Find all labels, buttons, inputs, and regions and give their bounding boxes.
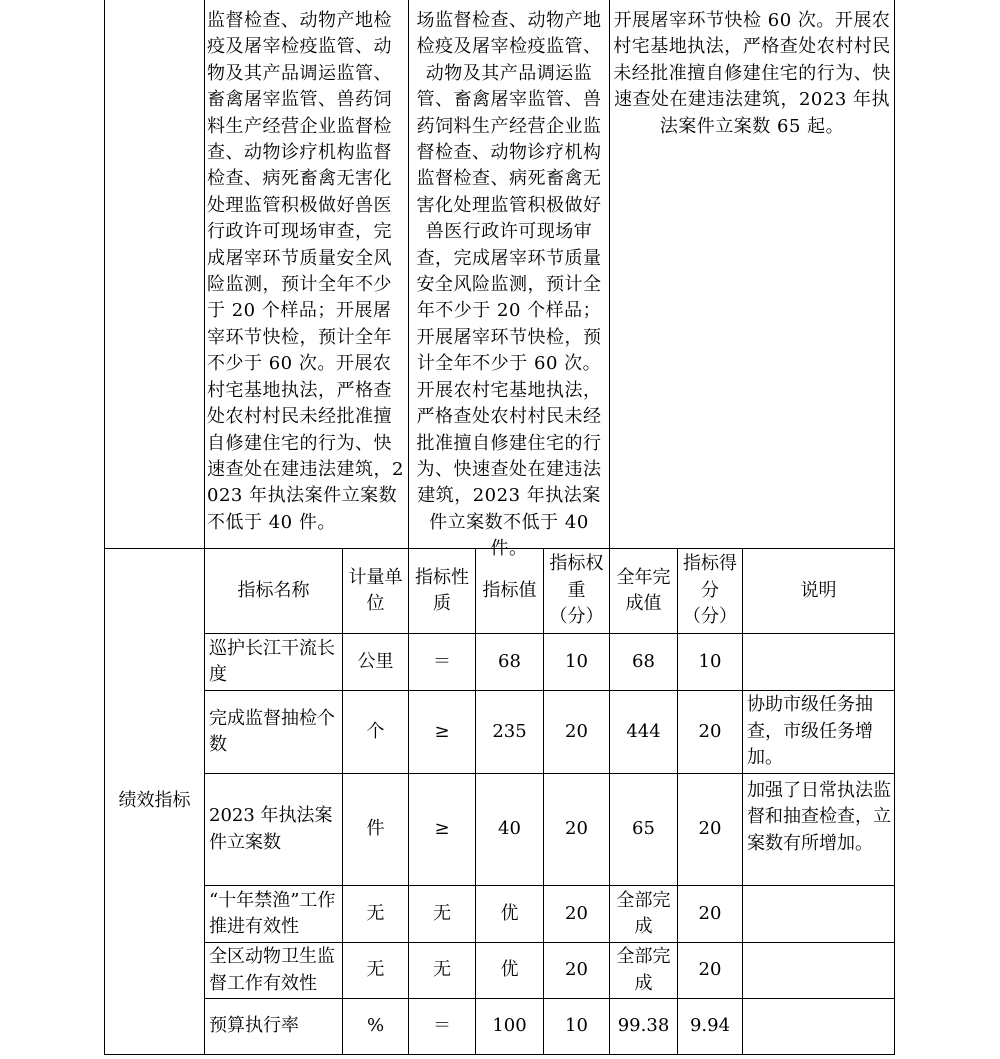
table-cell-value: 优 (500, 902, 519, 924)
table-cell-actual: 444 (626, 720, 661, 742)
top-col1-text: 监督检查、动物产地检疫及屠宰检疫监管、动物及其产品调运监管、畜禽屠宰监管、兽药饲料生产经营企业监督检查、动物诊疗机构监督检查、病死畜禽无害化处理监管积极做好兽医行政许可现场审查，完成屠宰环节质量安全风险监测，预计全年不少于 20 个样品；开展屠宰环节快检，预计全年不少于 60 次。开展农村宅基地执法，严格查处农村村民未经批准擅自修建住宅的行为、快速查处在建违法建筑，2023 年执法案件立案数不低于 40 件。 (207, 10, 404, 533)
table-cell-name: 完成监督抽检个数 (209, 707, 335, 755)
table-cell-value: 235 (492, 720, 527, 742)
table-cell-name: “十年禁渔”工作推进有效性 (209, 889, 336, 937)
table-cell-actual: 68 (632, 650, 655, 672)
table-cell-value: 100 (492, 1015, 527, 1037)
table-cell-actual: 99.38 (617, 1015, 670, 1037)
grid-line (204, 0, 205, 549)
table-cell-nature: ＝ (433, 650, 451, 672)
table-cell-value: 40 (498, 818, 521, 840)
table-cell-unit: 个 (366, 720, 385, 742)
table-cell-nature: ≥ (434, 818, 450, 840)
table-cell-note: 加强了日常执法监督和抽查检查，立案数有所增加。 (747, 780, 891, 854)
header-cell: 指标得分（分） (683, 553, 737, 628)
table-cell-weight: 10 (565, 650, 588, 672)
table-cell-actual: 全部完成 (616, 889, 671, 937)
table-cell-nature: ＝ (433, 1015, 451, 1037)
grid-line (408, 0, 409, 549)
top-col2-text: 场监督检查、动物产地检疫及屠宰检疫监管、动物及其产品调运监管、畜禽屠宰监管、兽药饲料生产经营企业监督检查、动物诊疗机构监督检查、病死畜禽无害化处理监管积极做好兽医行政许可现场审查，完成屠宰环节质量安全风险监测，预计全年不少于 20 个样品；开展屠宰环节快检，预计全年不少于 60 次。开展农村宅基地执法，严格查处农村村民未经批准擅自修建住宅的行为、快速查处在建违法建筑，2023 年执法案件立案数不低于 40 件。 (416, 10, 602, 560)
table-cell-unit: % (366, 1015, 385, 1037)
header-cell: 指标名称 (237, 579, 310, 601)
table-cell-name: 全区动物卫生监督工作有效性 (209, 946, 335, 994)
table-cell-actual: 全部完成 (616, 946, 671, 994)
table-cell-weight: 20 (565, 720, 588, 742)
table-cell-score: 10 (698, 650, 722, 672)
header-cell: 全年完成值 (616, 566, 671, 614)
table-cell-weight: 20 (565, 818, 588, 840)
table-cell-nature: 无 (433, 902, 451, 924)
header-cell: 计量单位 (348, 566, 403, 614)
table-cell-score: 20 (698, 818, 722, 840)
table-border-bottom (104, 1054, 895, 1055)
table-cell-unit: 无 (366, 959, 385, 981)
table-cell-name: 预算执行率 (209, 1015, 299, 1037)
table-cell-note (743, 999, 894, 1054)
table-border-right (894, 0, 895, 1055)
table-cell-name: 巡护长江干流长度 (209, 637, 335, 685)
table-cell-nature: 无 (433, 959, 451, 981)
table-cell-name: 2023 年执法案件立案数 (209, 805, 333, 853)
table-cell-note (743, 886, 894, 942)
table-cell-weight: 10 (565, 1015, 588, 1037)
table-cell-score: 20 (698, 959, 722, 981)
table-cell-note (743, 634, 894, 690)
top-col3-text: 开展屠宰环节快检 60 次。开展农村宅基地执法，严格查处农村村民未经批准擅自修建住宅的行为、快速查处在建违法建筑，2023 年执法案件立案数 65 起。 (613, 10, 891, 137)
table-cell-note (743, 943, 894, 998)
header-cell: 说明 (800, 579, 837, 601)
table-cell-score: 9.94 (689, 1015, 731, 1037)
section-label: 绩效指标 (118, 790, 191, 812)
table-cell-unit: 件 (366, 818, 385, 840)
table-cell-weight: 20 (565, 902, 588, 924)
header-cell: 指标性质 (415, 566, 469, 614)
header-cell: 指标值 (482, 579, 537, 601)
table-cell-weight: 20 (565, 959, 588, 981)
header-cell: 指标权重（分） (549, 553, 604, 628)
table-cell-score: 20 (698, 720, 722, 742)
grid-line (609, 0, 610, 549)
table-cell-actual: 65 (632, 818, 655, 840)
table-cell-unit: 无 (366, 902, 385, 924)
table-cell-note: 协助市级任务抽查，市级任务增加。 (747, 694, 873, 769)
table-cell-score: 20 (698, 902, 722, 924)
table-cell-value: 68 (498, 650, 521, 672)
table-cell-unit: 公里 (357, 650, 394, 672)
table-cell-value: 优 (500, 959, 519, 981)
table-cell-nature: ≥ (434, 720, 450, 742)
